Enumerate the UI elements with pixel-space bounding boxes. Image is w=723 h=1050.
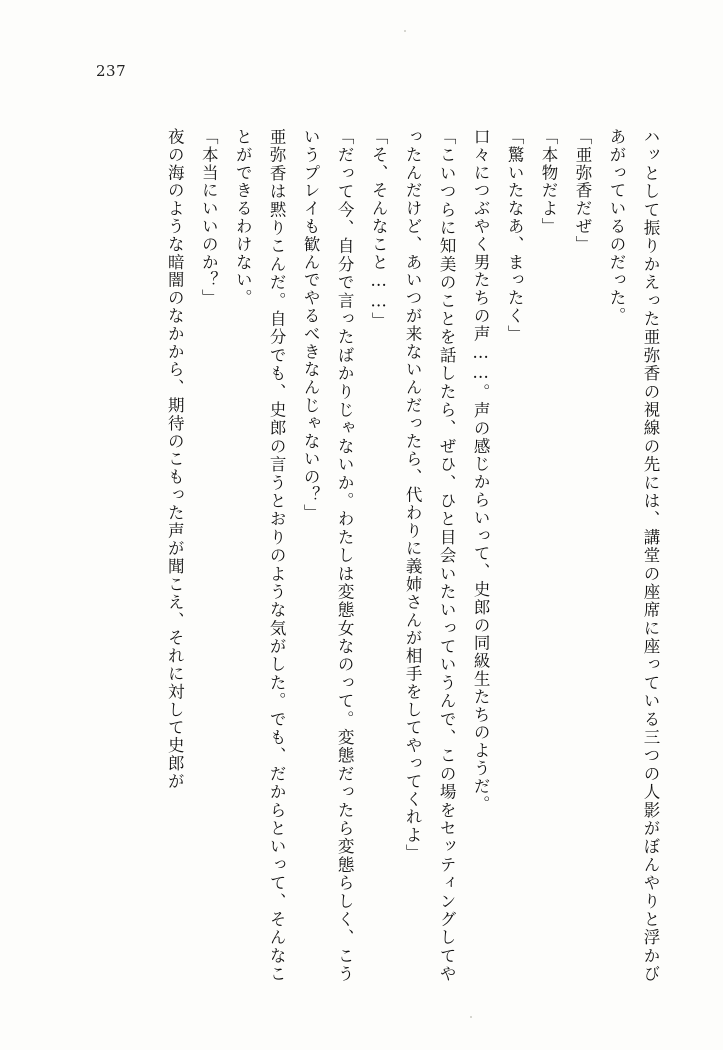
body-text — [87, 128, 667, 983]
paragraph: ハッとして振りかえった亜弥香の視線の先には、講堂の座席に座っている三つの人影がぼんやりと浮かびあがっているのだった。 — [607, 128, 660, 983]
paragraph: 「本当にいいのか？」 — [199, 128, 219, 307]
paragraph: 「そ、そんなこと……」 — [369, 128, 389, 330]
paragraph: 「本物だよ」 — [539, 128, 559, 236]
speck — [404, 30, 406, 32]
paragraph: 「驚いたなあ、まったく」 — [505, 128, 525, 343]
page-number: 237 — [96, 62, 127, 80]
paragraph: 「だって今、自分で言ったばかりじゃないか。わたしは変態女なのって。変態だったら変態らしく、こういうプレイも歓んでやるべきなんじゃないの？」 — [301, 128, 355, 983]
paragraph: 夜の海のような暗闇のなかから、期待のこもった声が聞こえ、それに対して史郎が — [165, 128, 185, 791]
paragraph: 亜弥香は黙りこんだ。自分でも、史郎の言うとおりのような気がした。でも、だからといって、そんなことができるわけない。 — [233, 128, 287, 983]
speck — [470, 1016, 472, 1018]
paragraph: 「こいつらに知美のことを話したら、ぜひ、ひと目会いたいっていうんで、この場をセッティングしてやったんだけど、あいつが来ないんだったら、代わりに義姉さんが相手をしてやってくれよ」 — [403, 128, 457, 983]
paragraph: 「亜弥香だぜ」 — [573, 128, 593, 254]
paragraph: 口々につぶやく男たちの声……。声の感じからいって、史郎の同級生たちのようだ。 — [471, 128, 491, 814]
